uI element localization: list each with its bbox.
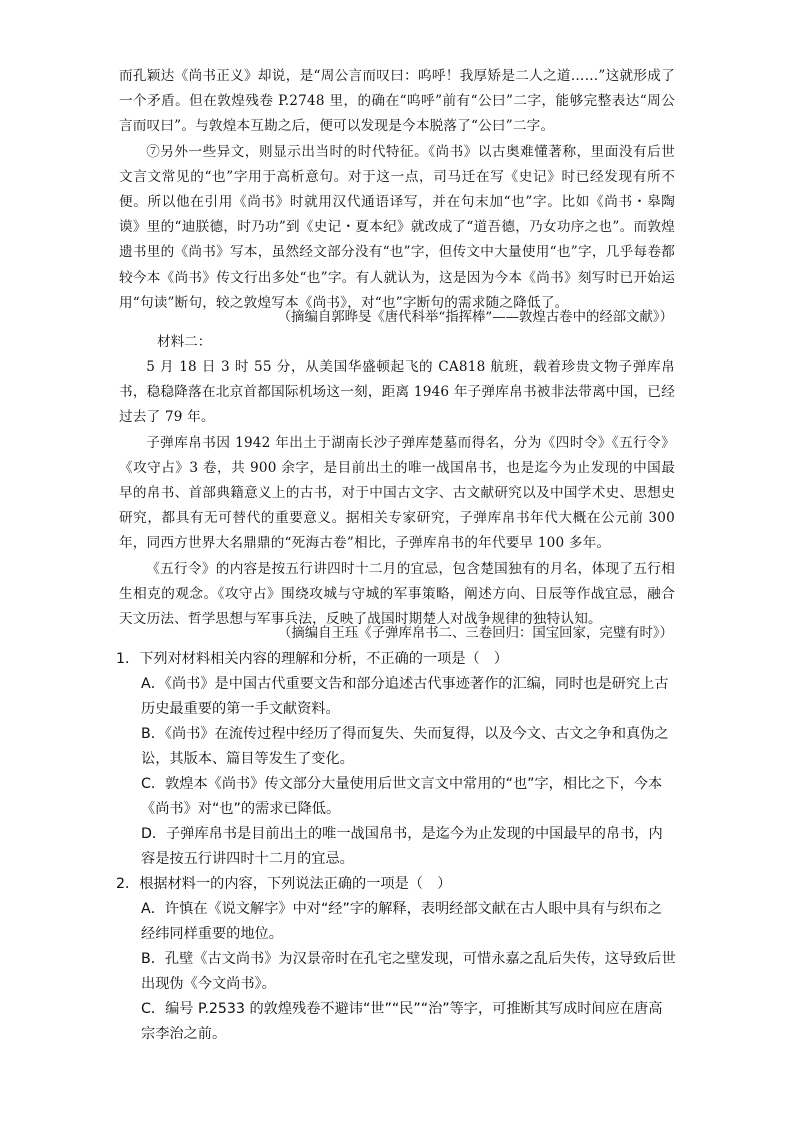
- questions-section: [116, 647, 676, 1047]
- question-2-stem: 2．根据材料一的内容，下列说法正确的一项是（ ）: [116, 876, 452, 892]
- material1-passage: [119, 64, 675, 316]
- question-1-stem: 1．下列对材料相关内容的理解和分析，不正确的一项是（ ）: [116, 651, 509, 667]
- material2-citation: （摘编自王珏《子弹库帛书二、三卷回归：国宝回家，完璧有时》）: [277, 626, 673, 641]
- question-1-option-a[interactable]: A．《尚书》是中国古代重要文告和部分追述古代事迹著作的汇编，同时也是研究上古历史最重要的第一手文献资料。: [141, 676, 669, 717]
- question-1-option-c[interactable]: C．敦煌本《尚书》传文部分大量使用后世文言文中常用的“也”字，相比之下，今本《尚书》对“也”的需求已降低。: [141, 776, 663, 817]
- question-2-option-a[interactable]: A．许慎在《说文解字》中对“经”字的解释，表明经部文献在古人眼中具有与织布之经纬同样重要的地位。: [141, 901, 662, 942]
- question-2: [116, 872, 676, 1047]
- material2-paragraph-1: 5 月 18 日 3 时 55 分，从美国华盛顿起飞的 CA818 航班，载着珍贵文物子弹库帛书，稳稳降落在北京首都国际机场这一刻，距离 1946 年子弹库帛书被非法带离中国，已经过去了 79 年。: [119, 359, 675, 426]
- question-1-option-d[interactable]: D．子弹库帛书是目前出土的唯一战国帛书，是迄今为止发现的中国最早的帛书，内容是按五行讲四时十二月的宜忌。: [141, 826, 663, 867]
- material1-paragraph-7: ⑦另外一些异文，则显示出当时的时代特征。《尚书》以古奥难懂著称，里面没有后世文言文常见的“也”字用于高析意句。对于这一点，司马迁在写《史记》时已经发现有所不便。所以他在引用《尚书》时就用汉代通语译写，并在句末加“也”字。比如《尚书・皋陶谟》里的“迪朕德，时乃功”到《史记・夏本纪》就改成了“道吾德，乃女功序之也”。而敦煌遗书里的《尚书》写本，虽然经文部分没有“也”字，但传文中大量使用“也”字，几乎每卷都较今本《尚书》传文行出多处“也”字。有人就认为，这是因为今本《尚书》刻写时已开始运用“句读”断句，较之敦煌写本《尚书》，对“也”字断句的需求随之降低了。: [119, 143, 675, 311]
- question-1: [116, 647, 676, 872]
- material2-paragraph-3: 《五行令》的内容是按五行讲四时十二月的宜忌，包含楚国独有的月名，体现了五行相生相克的观念。《攻守占》围绕攻城与守城的军事策略，阐述方向、日辰等作战宜忌，融合天文历法、哲学思想与军事兵法，反映了战国时期楚人对战争规律的独特认知。: [119, 560, 675, 628]
- question-1-option-b[interactable]: B．《尚书》在流传过程中经历了得而复失、失而复得，以及今文、古文之争和真伪之讼，其版本、篇目等发生了变化。: [141, 726, 669, 767]
- material2-paragraph-2: 子弹库帛书因 1942 年出土于湖南长沙子弹库楚墓而得名，分为《四时令》《五行令》《攻守占》3 卷，共 900 余字，是目前出土的唯一战国帛书，也是迄今为止发现的中国最早的帛书、首部典籍意义上的古书，对于中国古文字、古文献研究以及中国学术史、思想史研究，都具有无可替代的重要意义。据相关专家研究，子弹库帛书年代大概在公元前 300 年，同西方世界大名鼎鼎的“死海古卷”相比，子弹库帛书的年代要早 100 多年。: [119, 434, 675, 552]
- question-2-option-c[interactable]: C．编号 P.2533 的敦煌残卷不避讳“世”“民”“治”等字，可推断其写成时间应在唐高宗李治之前。: [141, 1001, 663, 1042]
- material1-paragraph-1: 而孔颖达《尚书正义》却说，是“周公言而叹曰：呜呼！我厚矫是二人之道……”这就形成了一个矛盾。但在敦煌残卷 P.2748 里，的确在“呜呼”前有“公曰”二字，能够完整表达“周公言而叹曰”。与敦煌本互勘之后，便可以发现是今本脱落了“公曰”二字。: [119, 68, 675, 135]
- material2-passage: [119, 355, 675, 632]
- material1-citation: （摘编自郭晔旻《唐代科举“指挥棒”——敦煌古卷中的经部文献》）: [277, 310, 673, 325]
- material2-label: 材料二：: [157, 334, 212, 350]
- question-2-option-b[interactable]: B．孔壁《古文尚书》为汉景帝时在孔宅之壁发现，可惜永嘉之乱后失传，这导致后世出现伪《今文尚书》。: [141, 951, 676, 992]
